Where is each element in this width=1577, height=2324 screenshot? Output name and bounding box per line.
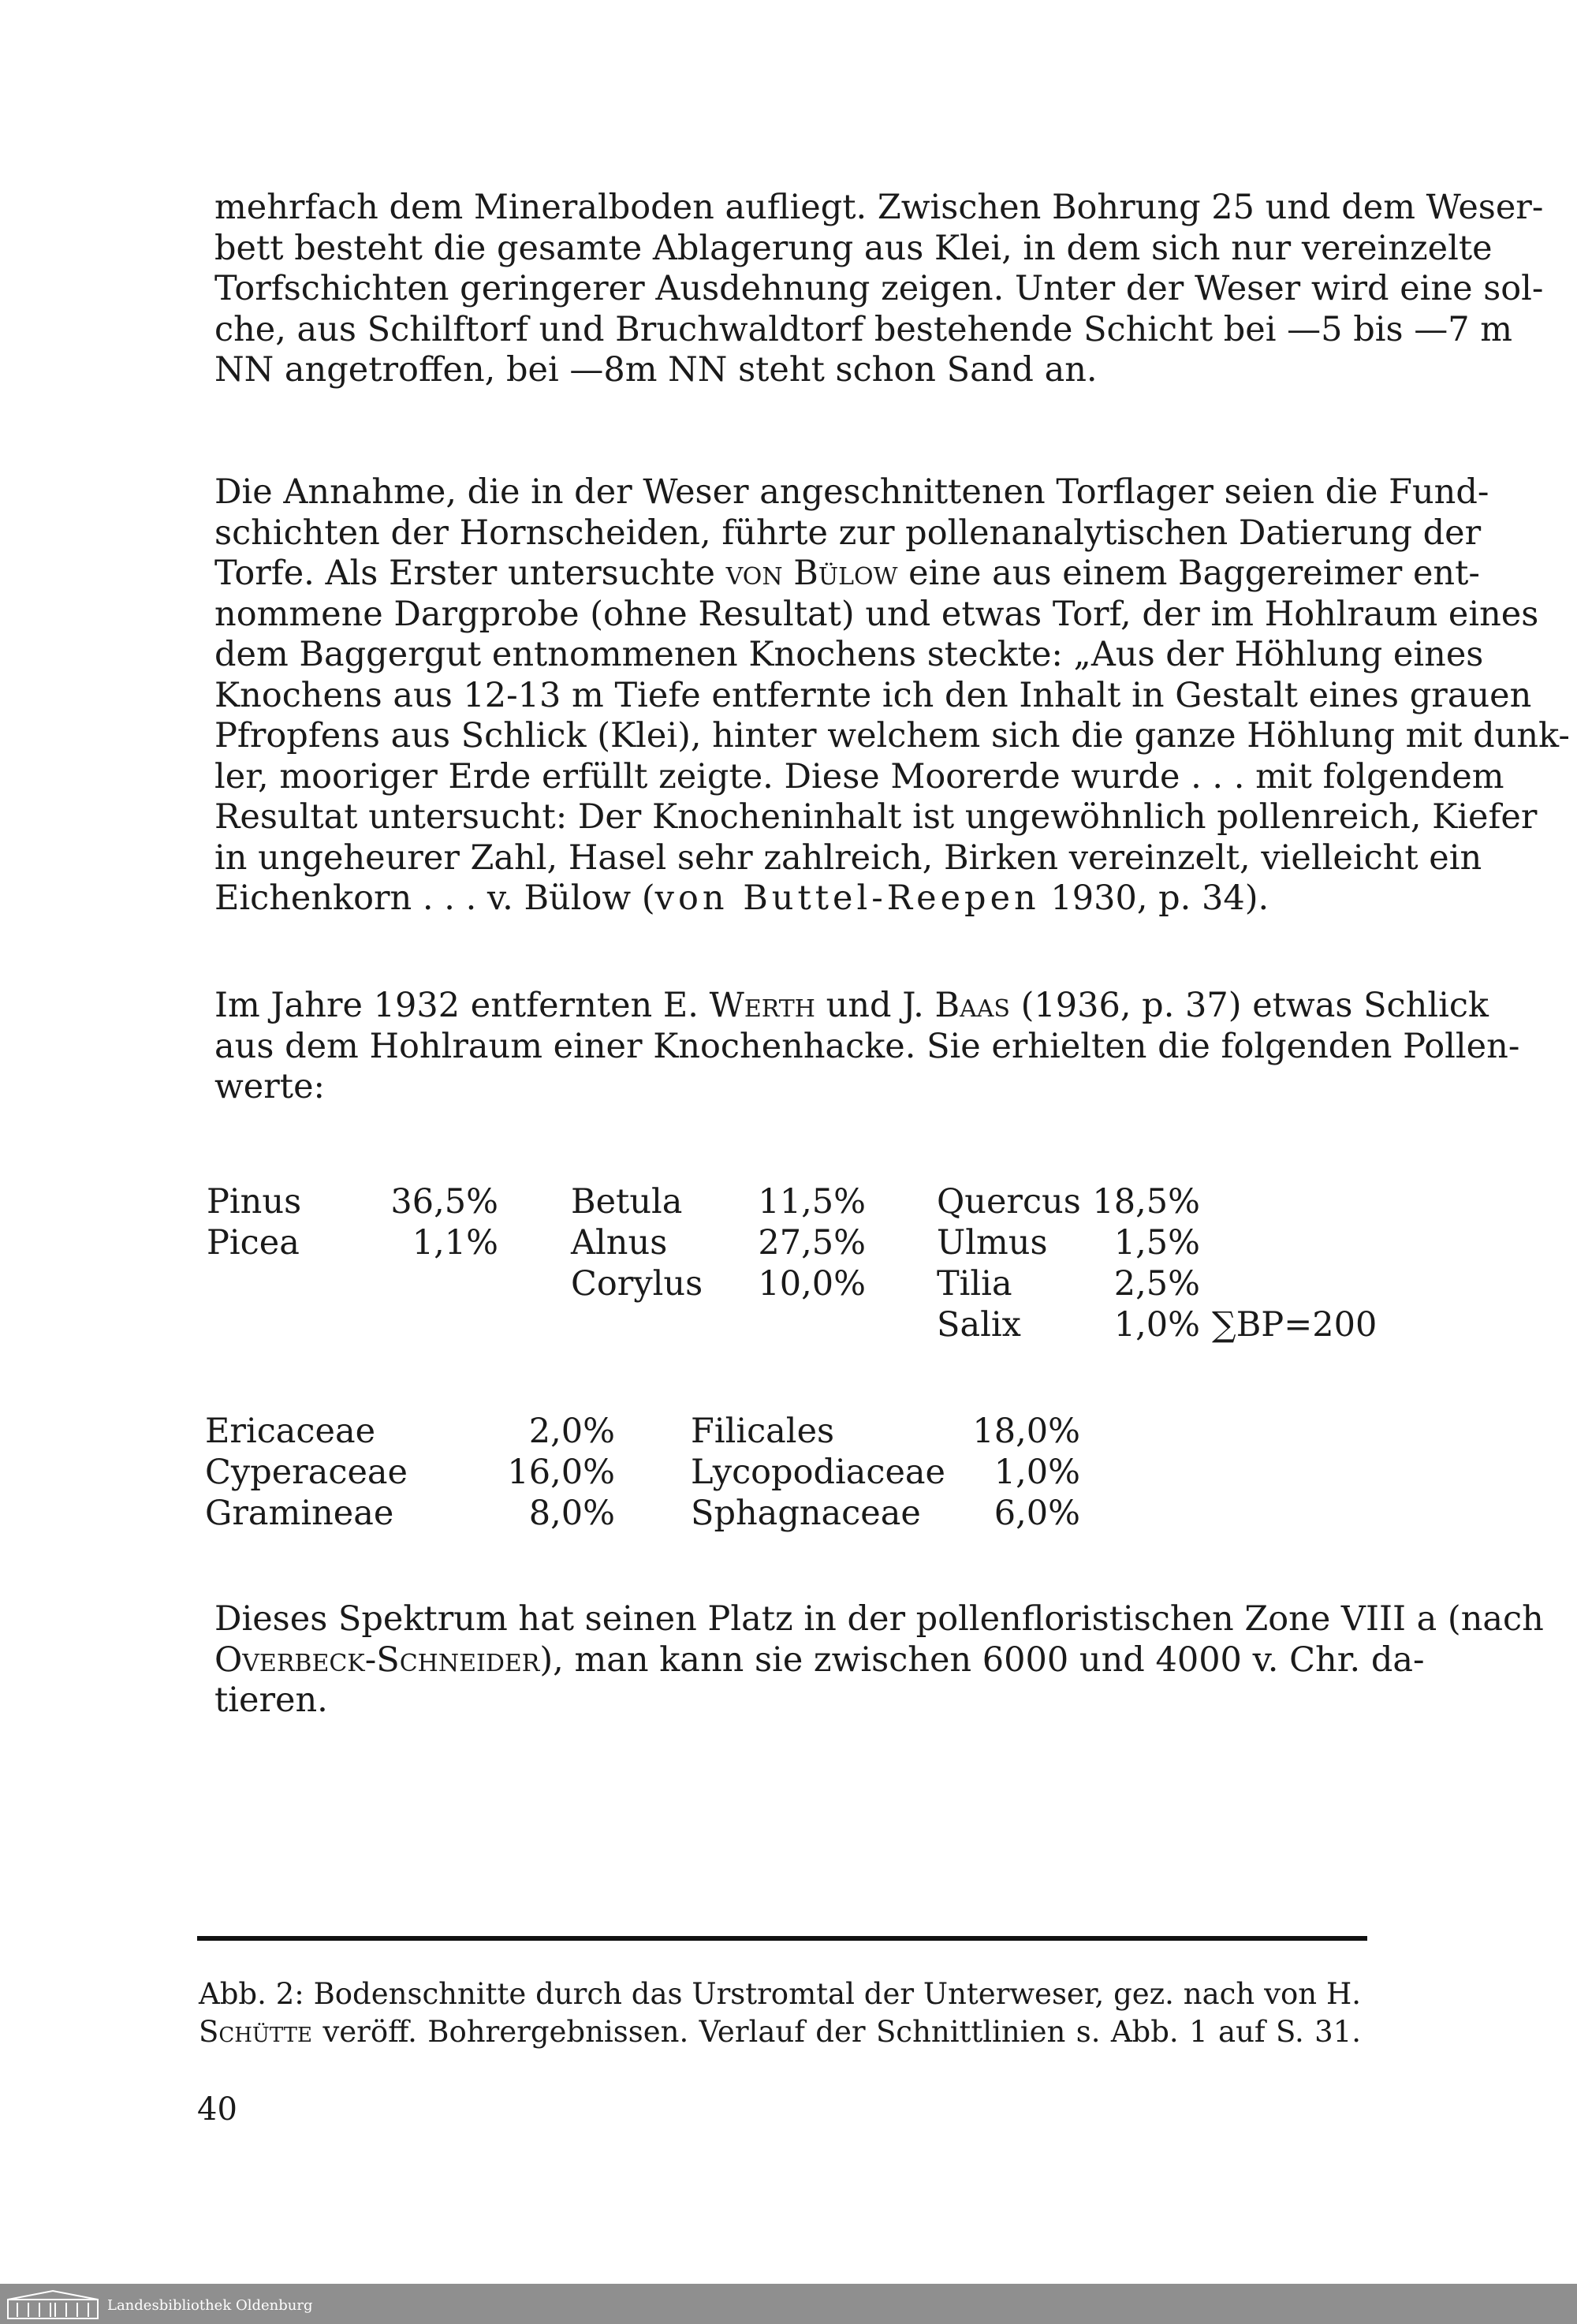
pollen-name: Ericaceae	[205, 1412, 376, 1451]
pollen-value: 10,0%	[758, 1264, 866, 1304]
author-smallcaps: Schütte	[199, 2015, 312, 2049]
pollen-value: 2,0%	[528, 1412, 615, 1451]
paragraph-1	[214, 188, 1544, 391]
paragraph-2-line: in ungeheurer Zahl, Hasel sehr zahlreich, Birken vereinzelt, vielleicht ein	[214, 837, 1482, 878]
text-run: 1930, p. 34).	[1039, 878, 1269, 918]
pollen-name: Lycopodiaceae	[691, 1453, 946, 1492]
paragraph-4-line: tieren.	[214, 1681, 328, 1720]
paragraph-2	[214, 472, 1570, 920]
paragraph-3-line: werte:	[214, 1067, 326, 1106]
pollen-name: Picea	[207, 1223, 300, 1263]
pollen-value: 18,0%	[972, 1412, 1080, 1451]
figure-caption	[199, 1975, 1361, 2051]
pollen-value: 6,0%	[994, 1494, 1080, 1533]
author-smallcaps: Baas	[934, 986, 1010, 1025]
author-smallcaps: Overbeck-Schneider	[214, 1639, 540, 1680]
paragraph-2-line: Pfropfens aus Schlick (Klei), hinter welchem sich die ganze Höhlung mit dunk-	[214, 716, 1570, 755]
text-run: Torfe. Als Erster untersuchte	[214, 554, 715, 593]
pollen-name: Gramineae	[205, 1494, 394, 1533]
caption-line	[199, 2013, 1361, 2051]
pollen-name: Salix	[937, 1305, 1021, 1345]
footer-library-name: Landesbibliothek Oldenburg	[107, 2297, 313, 2314]
paragraph-3-line	[214, 986, 1489, 1027]
pollen-value: 1,0%	[994, 1453, 1080, 1492]
paragraph-1-line: bett besteht die gesamte Ablagerung aus Klei, in dem sich nur vereinzelte	[214, 228, 1493, 268]
pollen-name: Betula	[571, 1182, 683, 1222]
text-run: Im Jahre 1932 entfernten E.	[214, 986, 699, 1025]
paragraph-2-line: Knochens aus 12-13 m Tiefe entfernte ich den Inhalt in Gestalt eines grauen	[214, 675, 1532, 715]
paragraph-2-line: ler, mooriger Erde erfüllt zeigte. Diese Moorerde wurde . . . mit folgendem	[214, 756, 1504, 796]
library-building-icon	[6, 2289, 99, 2320]
pollen-name: Alnus	[571, 1223, 668, 1263]
author-spaced: von Buttel-Reepen	[654, 878, 1040, 918]
paragraph-4-line: Dieses Spektrum hat seinen Platz in der pollenfloristischen Zone VIII a (nach	[214, 1599, 1544, 1639]
pollen-name: Cyperaceae	[205, 1453, 408, 1492]
pollen-name: Tilia	[937, 1264, 1012, 1304]
paragraph-2-line	[214, 554, 1480, 595]
pollen-value: 27,5%	[758, 1223, 866, 1263]
page-number: 40	[197, 2091, 237, 2128]
pollen-value: 18,5%	[1092, 1182, 1200, 1222]
pollen-name: Pinus	[207, 1182, 302, 1222]
paragraph-2-line	[214, 878, 1374, 920]
paragraph-1-line: che, aus Schilftorf und Bruchwaldtorf bestehende Schicht bei —5 bis —7 m	[214, 309, 1513, 349]
text-run: Eichenkorn . . . v. Bülow (	[214, 878, 655, 918]
text-run: veröff. Bohrergebnissen. Verlauf der Schnittlinien s. Abb. 1 auf S. 31.	[322, 2015, 1361, 2049]
paragraph-3-line: aus dem Hohlraum einer Knochenhacke. Sie erhielten die folgenden Pollen-	[214, 1026, 1520, 1066]
paragraph-4-line	[214, 1639, 1425, 1681]
author-smallcaps: von Bülow	[725, 554, 898, 593]
footer-bar	[0, 2284, 1577, 2324]
paragraph-1-line: mehrfach dem Mineralboden aufliegt. Zwischen Bohrung 25 und dem Weser-	[214, 188, 1544, 227]
text-run: und J.	[826, 986, 924, 1025]
pollen-name: Filicales	[691, 1412, 835, 1451]
paragraph-2-line: nommene Dargprobe (ohne Resultat) und etwas Torf, der im Hohlraum eines	[214, 594, 1539, 634]
pollen-value: 16,0%	[507, 1453, 615, 1492]
text-run: eine aus einem Baggereimer ent-	[908, 554, 1480, 593]
pollen-name: Quercus	[937, 1182, 1081, 1222]
pollen-name: Sphagnaceae	[691, 1494, 921, 1533]
paragraph-2-line: Resultat untersucht: Der Knocheninhalt ist ungewöhnlich pollenreich, Kiefer	[214, 797, 1538, 837]
pollen-value: 1,1%	[412, 1223, 498, 1263]
pollen-value: 8,0%	[528, 1494, 615, 1533]
pollen-name: Ulmus	[937, 1223, 1048, 1263]
text-run: ), man kann sie zwischen 6000 und 4000 v. Chr. da-	[539, 1639, 1425, 1680]
caption-rule	[197, 1936, 1367, 1941]
paragraph-1-line: NN angetroffen, bei —8m NN steht schon Sand an.	[214, 350, 1098, 390]
caption-line: Abb. 2: Bodenschnitte durch das Urstromtal der Unterweser, gez. nach von H.	[199, 1977, 1361, 2011]
paragraph-2-line: dem Baggergut entnommenen Knochens steckte: „Aus der Höhlung eines	[214, 635, 1484, 674]
pollen-value: 11,5%	[758, 1182, 866, 1222]
paragraph-2-line: schichten der Hornscheiden, führte zur pollenanalytischen Datierung der	[214, 513, 1482, 553]
pollen-value: 2,5%	[1113, 1264, 1200, 1304]
paragraph-3	[214, 986, 1520, 1108]
pollen-value: 1,0%	[1113, 1305, 1200, 1345]
author-smallcaps: Werth	[709, 986, 815, 1025]
pollen-value: 36,5%	[390, 1182, 498, 1222]
pollen-value: 1,5%	[1113, 1223, 1200, 1263]
paragraph-4	[214, 1599, 1544, 1722]
paragraph-2-line: Die Annahme, die in der Weser angeschnittenen Torflager seien die Fund-	[214, 472, 1489, 512]
paragraph-1-line: Torfschichten geringerer Ausdehnung zeigen. Unter der Weser wird eine sol-	[214, 269, 1544, 308]
pollen-sum: ∑BP=200	[1212, 1305, 1378, 1345]
text-run: (1936, p. 37) etwas Schlick	[1020, 986, 1489, 1025]
pollen-name: Corylus	[571, 1264, 703, 1304]
